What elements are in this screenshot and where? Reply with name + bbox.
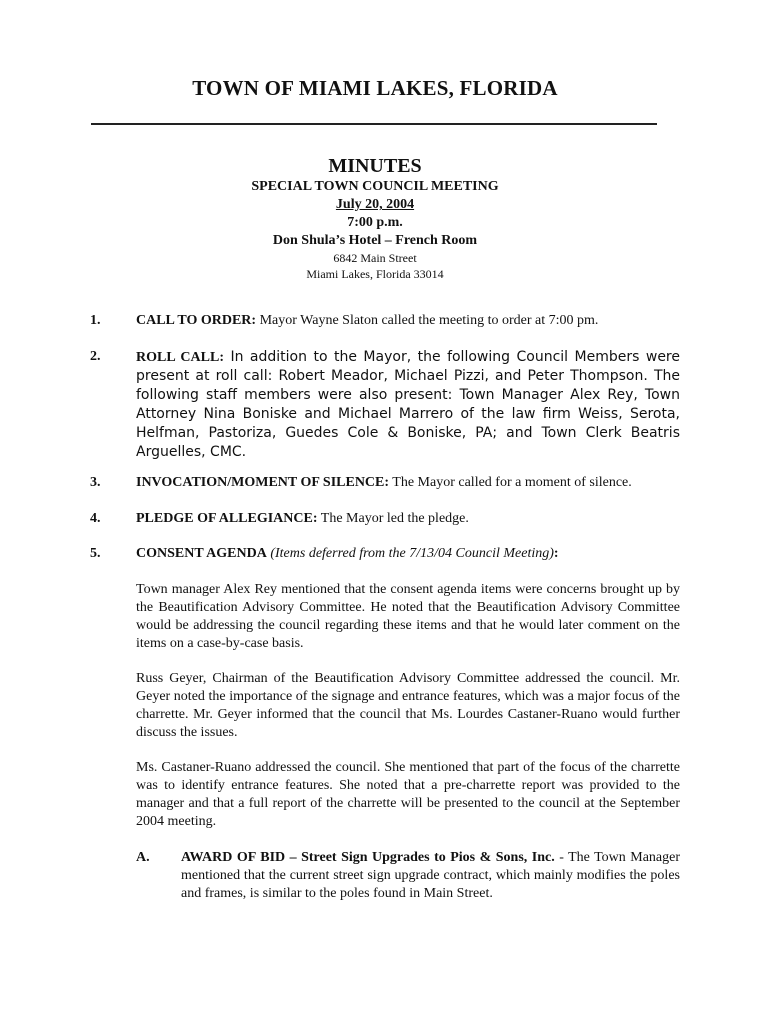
- item-text: In addition to the Mayor, the following Council Members were present at roll call: Robert Meador, Michael Pizzi, and Peter Thompson. The following staff members were also present: Town Manager Alex Rey, Town Attorney Nina Boniske and Michael Marrero of the law firm Weiss, Serota, Helfman, Pastoriza, Guedes Cole & Boniske, PA; and Town Clerk Beatris Arguelles, CMC.: [136, 349, 680, 460]
- meeting-header: [90, 154, 660, 282]
- paragraph-castaner-ruano: Ms. Castaner-Ruano addressed the council. She mentioned that part of the focus of the charrette was to identify entrance features. She noted that a pre-charrette report was provided to the manager and that a full report of the charrette will be presented to the council at the September 2004 meeting.: [136, 760, 680, 829]
- item-label: CONSENT AGENDA: [136, 546, 267, 561]
- item-text: The Mayor led the pledge.: [317, 511, 469, 526]
- paragraph-town-manager: Town manager Alex Rey mentioned that the consent agenda items were concerns brought up by the Beautification Advisory Committee. He noted that the Beautification Advisory Committee would be addressing the council regarding these items and that he would later comment on the items on a case-by-case basis.: [136, 582, 680, 651]
- meeting-type: SPECIAL TOWN COUNCIL MEETING: [251, 179, 499, 194]
- item-label: CALL TO ORDER:: [136, 313, 257, 328]
- meeting-venue: Don Shula’s Hotel – French Room: [272, 233, 478, 248]
- meeting-date: July 20, 2004: [335, 197, 415, 212]
- subitem-text: - The Town Manager mentioned that the current street sign upgrade contract, which mainly modifies the poles and frames, is similar to the poles found in Main Street.: [181, 850, 681, 901]
- meeting-time: 7:00 p.m.: [347, 215, 403, 230]
- item-text: The Mayor called for a moment of silence.: [389, 475, 632, 490]
- minutes-heading: MINUTES: [328, 155, 422, 177]
- item-label: PLEDGE OF ALLEGIANCE:: [136, 511, 318, 526]
- subitem-letter: A.: [136, 850, 150, 865]
- item-note: (Items deferred from the 7/13/04 Council Meeting): [266, 546, 554, 561]
- item-number: 4.: [90, 511, 101, 526]
- venue-street: 6842 Main Street: [333, 251, 417, 265]
- item-number: 1.: [90, 313, 101, 328]
- venue-city: Miami Lakes, Florida 33014: [306, 267, 444, 281]
- document-title: TOWN OF MIAMI LAKES, FLORIDA: [192, 76, 558, 100]
- item-colon: :: [553, 546, 559, 561]
- item-text: Mayor Wayne Slaton called the meeting to order at 7:00 pm.: [256, 313, 599, 328]
- item-label: ROLL CALL:: [136, 350, 224, 365]
- item-number: 2.: [90, 349, 101, 364]
- paragraph-russ-geyer: Russ Geyer, Chairman of the Beautification Advisory Committee addressed the council. Mr. Geyer noted the importance of the signage and entrance features, which was a major focus of the charrette. Mr. Geyer informed that the council that Ms. Lourdes Castaner-Ruano would further discuss the issues.: [136, 671, 680, 740]
- item-number: 5.: [90, 546, 101, 561]
- item-number: 3.: [90, 475, 101, 490]
- title-divider: [91, 123, 657, 125]
- subitem-label: AWARD OF BID – Street Sign Upgrades to Pios & Sons, Inc.: [181, 850, 555, 865]
- item-label: INVOCATION/MOMENT OF SILENCE:: [136, 475, 390, 490]
